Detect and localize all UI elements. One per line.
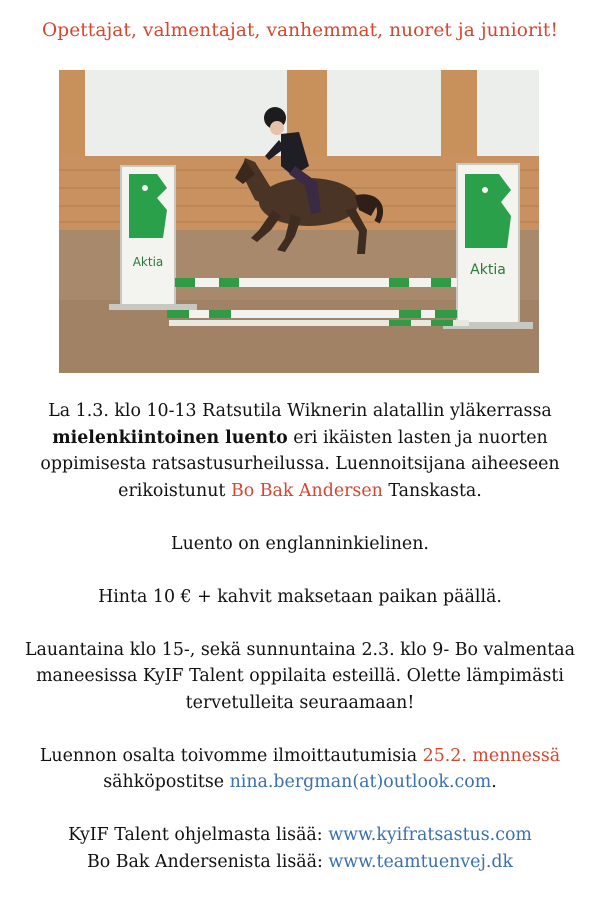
language-note: Luento on englanninkielinen. bbox=[171, 533, 429, 554]
intro-line4-post: Tanskasta. bbox=[382, 480, 482, 501]
registration-email-link[interactable]: nina.bergman(at)outlook.com bbox=[229, 772, 492, 792]
speaker-name: Bo Bak Andersen bbox=[230, 480, 383, 501]
photo-illustration bbox=[59, 70, 539, 373]
coaching-paragraph bbox=[0, 637, 600, 717]
bo-website-link[interactable]: www.teamtuenvej.dk bbox=[328, 851, 514, 872]
jump-pole-upper bbox=[175, 278, 457, 287]
registration-period: . bbox=[491, 772, 497, 792]
registration-deadline: 25.2. mennessä bbox=[422, 745, 561, 766]
show-jumping-photo bbox=[59, 70, 539, 373]
jump-pole-lower bbox=[167, 310, 469, 326]
intro-line2: eri ikäisten lasten ja nuorten bbox=[287, 427, 548, 448]
price-note: Hinta 10 € + kahvit maksetaan paikan päällä. bbox=[98, 586, 502, 607]
links-paragraph bbox=[0, 822, 600, 875]
talent-label: KyIF Talent ohjelmasta lisää: bbox=[68, 825, 329, 845]
coaching-line1: Lauantaina klo 15-, sekä sunnuntaina 2.3. klo 9- Bo valmentaa bbox=[25, 639, 575, 660]
registration-text: Luennon osalta toivomme ilmoittautumisia bbox=[39, 745, 423, 766]
intro-line1: La 1.3. klo 10-13 Ratsutila Wiknerin alatallin yläkerrassa bbox=[48, 401, 552, 421]
sign-text-right: Aktia bbox=[470, 262, 506, 278]
sign-text-left: Aktia bbox=[132, 255, 164, 269]
bo-label: Bo Bak Andersenista lisää: bbox=[86, 851, 329, 872]
headline: Opettajat, valmentajat, vanhemmat, nuoret ja juniorit! bbox=[42, 20, 558, 41]
intro-paragraph bbox=[0, 398, 600, 504]
talent-website-link[interactable]: www.kyifratsastus.com bbox=[328, 825, 532, 845]
intro-highlight: mielenkiintoinen luento bbox=[52, 427, 288, 448]
event-description bbox=[0, 398, 600, 900]
intro-line4-pre: erikoistunut bbox=[118, 480, 231, 501]
coaching-line2: maneesissa KyIF Talent oppilaita esteillä. Olette lämpimästi bbox=[36, 666, 564, 686]
registration-paragraph bbox=[0, 743, 600, 796]
registration-email-label: sähköpostitse bbox=[103, 772, 230, 792]
coaching-line3: tervetulleita seuraamaan! bbox=[185, 692, 415, 713]
intro-line3: oppimisesta ratsastusurheilussa. Luennoitsijana aiheeseen bbox=[40, 454, 560, 474]
